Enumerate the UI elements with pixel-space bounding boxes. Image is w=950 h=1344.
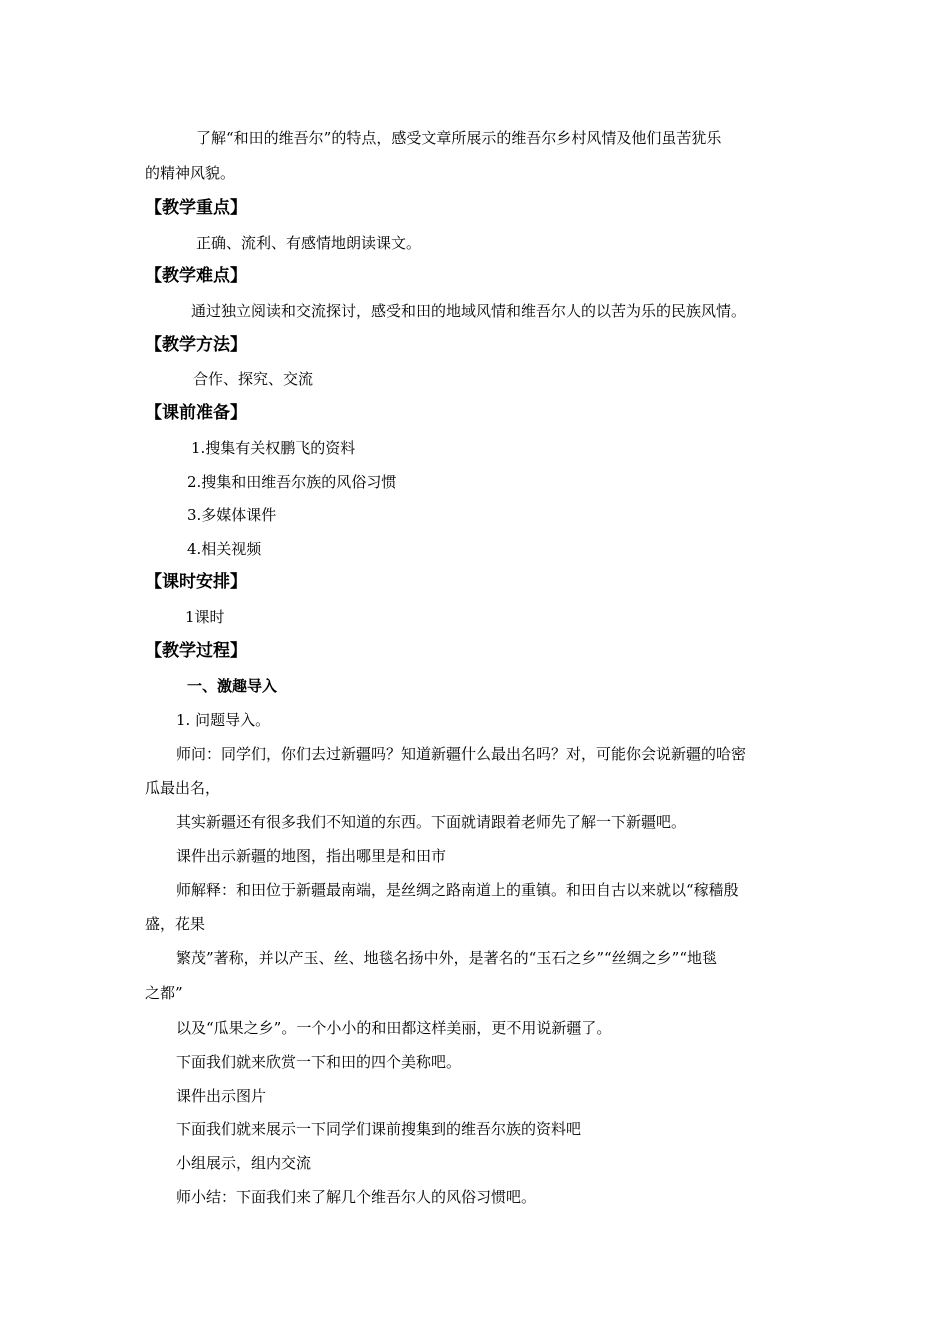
- difficulties-text: 通过独立阅读和交流探讨，感受和田的地域风情和维吾尔人的以苦为乐的民族风情。: [191, 302, 747, 320]
- schedule-text: 1课时: [185, 608, 225, 626]
- methods-text: 合作、探究、交流: [193, 370, 314, 388]
- preparation-item-3: 3.多媒体课件: [187, 506, 277, 524]
- section-heading-preparation: 【课前准备】: [145, 403, 247, 423]
- process-line: 下面我们就来展示一下同学们课前搜集到的维吾尔族的资料吧: [176, 1120, 582, 1138]
- process-line: 以及“瓜果之乡”。一个小小的和田都这样美丽，更不用说新疆了。: [176, 1019, 612, 1037]
- process-line: 下面我们就来欣赏一下和田的四个美称吧。: [176, 1053, 462, 1071]
- process-line: 繁茂”著称，并以产玉、丝、地毯名扬中外，是著名的“玉石之乡”“丝绸之乡”“地毯: [176, 949, 718, 967]
- process-line: 课件出示图片: [176, 1087, 267, 1105]
- process-section-1-title: 一、激趣导入: [187, 677, 278, 695]
- key-points-text: 正确、流利、有感情地朗读课文。: [196, 234, 422, 252]
- section-heading-process: 【教学过程】: [145, 641, 247, 661]
- process-line: 小组展示，组内交流: [176, 1154, 312, 1172]
- process-line: 盛，花果: [145, 915, 206, 933]
- process-line: 之都”: [145, 984, 183, 1002]
- section-heading-methods: 【教学方法】: [145, 335, 247, 355]
- process-line: 师问：同学们，你们去过新疆吗？知道新疆什么最出名吗？对，可能你会说新疆的哈密: [176, 745, 747, 763]
- intro-line-2: 的精神风貌。: [145, 164, 236, 182]
- process-line: 其实新疆还有很多我们不知道的东西。下面就请跟着老师先了解一下新疆吧。: [176, 813, 687, 831]
- intro-line-1: 了解“和田的维吾尔”的特点，感受文章所展示的维吾尔乡村风情及他们虽苦犹乐: [196, 129, 722, 147]
- preparation-item-4: 4.相关视频: [187, 540, 262, 558]
- preparation-item-1: 1.搜集有关权鹏飞的资料: [191, 439, 356, 457]
- process-line: 师解释：和田位于新疆最南端，是丝绸之路南道上的重镇。和田自古以来就以“稼穑殷: [176, 881, 739, 899]
- process-line: 师小结：下面我们来了解几个维吾尔人的风俗习惯吧。: [176, 1188, 537, 1206]
- preparation-item-2: 2.搜集和田维吾尔族的风俗习惯: [187, 473, 397, 491]
- section-heading-difficulties: 【教学难点】: [145, 266, 247, 286]
- process-line: 瓜最出名，: [145, 779, 221, 797]
- process-line: 1. 问题导入。: [176, 711, 271, 729]
- section-heading-schedule: 【课时安排】: [145, 572, 247, 592]
- section-heading-key-points: 【教学重点】: [145, 198, 247, 218]
- process-line: 课件出示新疆的地图，指出哪里是和田市: [176, 847, 447, 865]
